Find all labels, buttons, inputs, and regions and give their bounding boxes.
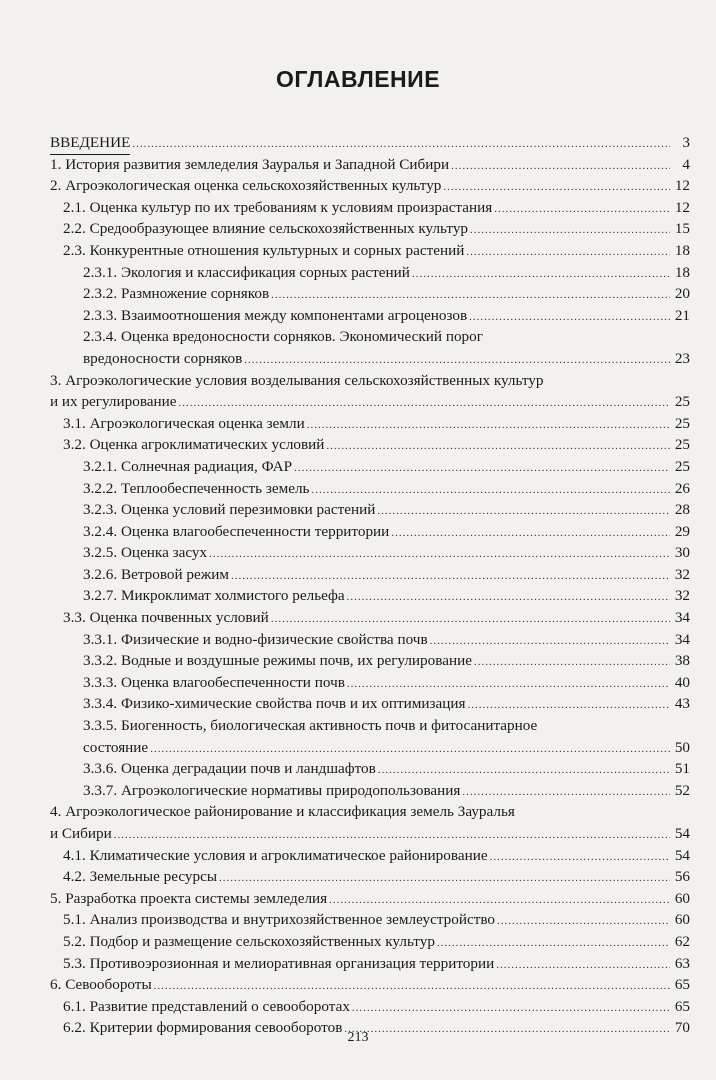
toc-entry-page: 62 — [674, 932, 690, 950]
toc-entry — [50, 413, 690, 435]
toc-leader-dots — [154, 976, 670, 998]
toc-entry-title: 5.2. Подбор и размещение сельскохозяйственных культур — [63, 932, 435, 950]
toc-entry-page: 51 — [674, 760, 690, 778]
toc-entry — [50, 780, 690, 802]
toc-entry — [50, 672, 690, 694]
toc-entry-page: 15 — [674, 220, 690, 238]
toc-leader-dots — [378, 760, 670, 782]
toc-entry — [50, 693, 690, 715]
toc-entry — [50, 326, 690, 369]
toc-leader-dots — [271, 285, 670, 307]
toc-entry — [50, 305, 690, 327]
toc-leader-dots — [466, 242, 670, 264]
toc-entry-title: состояние — [83, 738, 149, 756]
toc-leader-dots — [437, 933, 670, 955]
toc-entry-title: вредоносности сорняков — [83, 349, 243, 367]
toc-entry-title: 3.2. Оценка агроклиматических условий — [63, 436, 325, 454]
toc-entry-page: 18 — [674, 241, 690, 259]
toc-entry-page: 34 — [674, 630, 690, 648]
toc-entry-title: 3.3.2. Водные и воздушные режимы почв, их регулирование — [83, 652, 472, 670]
toc-entry-title: 3.3. Оценка почвенных условий — [63, 609, 269, 627]
toc-leader-dots — [114, 825, 670, 847]
toc-entry — [50, 996, 690, 1018]
toc-entry — [50, 845, 690, 867]
toc-entry-title: 2.3.1. Экология и классификация сорных растений — [83, 263, 410, 281]
toc-entry-page: 32 — [674, 587, 690, 605]
toc-entry-page: 65 — [674, 997, 690, 1015]
toc-leader-dots — [312, 480, 671, 502]
toc-entry-page: 63 — [674, 954, 690, 972]
toc-leader-dots — [474, 652, 670, 674]
toc-entry-title: 6.1. Развитие представлений о севооборотах — [63, 997, 350, 1015]
toc-entry — [50, 521, 690, 543]
toc-leader-dots — [377, 501, 670, 523]
toc-entry — [50, 801, 690, 844]
toc-entry-page: 32 — [674, 565, 690, 583]
toc-entry — [50, 564, 690, 586]
toc-entry-page: 56 — [674, 868, 690, 886]
toc-entry-page: 54 — [674, 825, 690, 842]
toc-entry-page: 20 — [674, 285, 690, 303]
page-title: ОГЛАВЛЕНИЕ — [275, 66, 441, 92]
toc-entry-title: 3.2.1. Солнечная радиация, ФАР — [83, 457, 293, 475]
toc-leader-dots — [391, 523, 670, 545]
toc-leader-dots — [347, 674, 670, 696]
toc-leader-dots — [352, 998, 670, 1020]
toc-entry — [50, 650, 690, 672]
toc-entry-page: 26 — [674, 479, 690, 497]
toc-leader-dots — [462, 782, 670, 804]
toc-entry-page: 25 — [674, 457, 690, 475]
toc-leader-dots — [467, 695, 670, 717]
toc-entry-title: 3.3.4. Физико-химические свойства почв и их оптимизация — [83, 695, 466, 713]
toc-entry-title: 2.3. Конкурентные отношения культурных и сорных растений — [63, 241, 465, 259]
toc-entry-page: 4 — [682, 155, 690, 173]
toc-entry-page: 70 — [674, 1019, 690, 1037]
toc-leader-dots — [209, 544, 670, 566]
toc-entry — [50, 607, 690, 629]
toc-entry-page: 25 — [674, 436, 690, 454]
toc-entry-title: 3.2.5. Оценка засух — [83, 544, 208, 562]
toc-entry-title: 3.2.3. Оценка условий перезимовки растений — [83, 501, 376, 519]
table-of-contents — [50, 132, 690, 1039]
toc-leader-dots — [497, 911, 670, 933]
toc-leader-dots — [347, 587, 670, 609]
toc-leader-dots — [219, 868, 670, 890]
toc-entry-title: 3.3.3. Оценка влагообеспеченности почв — [83, 673, 345, 691]
toc-entry-page: 52 — [674, 781, 690, 799]
toc-entry-title: 3.3.1. Физические и водно-физические свойства почв — [83, 630, 428, 648]
toc-entry-page: 60 — [674, 889, 690, 907]
toc-entry — [50, 175, 690, 197]
toc-entry-page: 65 — [674, 976, 690, 994]
toc-entry-page: 50 — [674, 738, 690, 756]
toc-entry-title-line: 4. Агроэкологическое районирование и классификация земель Зауралья — [50, 803, 515, 821]
toc-entry — [50, 953, 690, 975]
toc-entry — [50, 197, 690, 219]
toc-entry — [50, 715, 690, 758]
toc-entry-page: 25 — [674, 414, 690, 432]
toc-entry-title: 3.2.6. Ветровой режим — [83, 565, 230, 583]
toc-leader-dots — [494, 199, 670, 221]
toc-entry-title: 5.3. Противоэрозионная и мелиоративная организация территории — [63, 954, 495, 972]
toc-entry-title: 3.1. Агроэкологическая оценка земли — [63, 414, 305, 432]
toc-entry — [50, 434, 690, 456]
toc-entry-title: 3.3.7. Агроэкологические нормативы природопользования — [83, 781, 461, 799]
toc-leader-dots — [326, 436, 670, 458]
toc-entry — [50, 909, 690, 931]
toc-leader-dots — [496, 955, 670, 977]
toc-entry-title: 5. Разработка проекта системы земледелия — [50, 889, 328, 907]
toc-entry-title: 3.2.2. Теплообеспеченность земель — [83, 479, 310, 497]
toc-entry-title: 3.3.6. Оценка деградации почв и ландшафтов — [83, 760, 376, 778]
toc-leader-dots — [469, 307, 670, 329]
toc-leader-dots — [329, 890, 670, 912]
toc-leader-dots — [412, 264, 670, 286]
toc-entry — [50, 456, 690, 478]
toc-entry-title: и их регулирование — [50, 393, 177, 411]
toc-leader-dots — [150, 739, 670, 761]
toc-entry-page: 34 — [674, 609, 690, 627]
toc-leader-dots — [451, 156, 670, 178]
toc-entry-title-line: 3. Агроэкологические условия возделывания сельскохозяйственных культур — [50, 371, 544, 389]
toc-entry-page: 60 — [674, 911, 690, 929]
toc-entry-title: 2.1. Оценка культур по их требованиям к условиям произрастания — [63, 198, 493, 216]
toc-entry-title: 2.2. Средообразующее влияние сельскохозяйственных культур — [63, 220, 469, 238]
toc-entry-title: 2.3.3. Взаимоотношения между компонентами агроценозов — [83, 306, 468, 324]
toc-entry — [50, 218, 690, 240]
page-number: 213 — [347, 1030, 369, 1045]
toc-entry — [50, 542, 690, 564]
toc-entry — [50, 585, 690, 607]
toc-entry-title: 2.3.2. Размножение сорняков — [83, 285, 270, 303]
toc-leader-dots — [271, 609, 670, 631]
toc-leader-dots — [244, 350, 670, 372]
toc-entry-page: 12 — [674, 177, 690, 195]
toc-entry — [50, 240, 690, 262]
toc-leader-dots — [443, 177, 670, 199]
toc-entry-title: и Сибири — [50, 825, 112, 842]
toc-entry-page: 18 — [674, 263, 690, 281]
toc-entry-title: 4.2. Земельные ресурсы — [63, 868, 218, 886]
toc-entry-page: 30 — [674, 544, 690, 562]
toc-entry-title: 6.2. Критерии формирования севооборотов — [63, 1019, 343, 1037]
toc-entry — [50, 974, 690, 996]
toc-entry-title: 4.1. Климатические условия и агроклиматическое районирование — [63, 846, 488, 864]
toc-entry-page: 21 — [674, 306, 690, 324]
toc-entry — [50, 154, 690, 176]
toc-entry-page: 12 — [674, 198, 690, 216]
toc-entry-page: 29 — [674, 522, 690, 540]
toc-entry-page: 38 — [674, 652, 690, 670]
toc-entry — [50, 758, 690, 780]
toc-entry-title: 2. Агроэкологическая оценка сельскохозяйственных культур — [50, 177, 442, 195]
toc-entry — [50, 262, 690, 284]
toc-entry-page: 28 — [674, 501, 690, 519]
toc-entry-page: 40 — [674, 673, 690, 691]
toc-entry — [50, 888, 690, 910]
toc-leader-dots — [132, 134, 670, 156]
toc-entry-title-line: 3.3.5. Биогенность, биологическая активность почв и фитосанитарное — [83, 717, 538, 735]
toc-entry-title: 1. История развития земледелия Зауралья и Западной Сибири — [50, 155, 450, 173]
toc-entry-title: 3.2.4. Оценка влагообеспеченности территории — [83, 522, 390, 540]
toc-leader-dots — [294, 458, 670, 480]
toc-entry — [50, 866, 690, 888]
toc-entry-title: ВВЕДЕНИЕ — [50, 132, 130, 155]
toc-entry-page: 43 — [674, 695, 690, 713]
toc-entry — [50, 629, 690, 651]
toc-entry-title: 3.2.7. Микроклимат холмистого рельефа — [83, 587, 345, 605]
toc-entry — [50, 132, 690, 154]
toc-leader-dots — [231, 566, 670, 588]
toc-entry-title-line: 2.3.4. Оценка вредоносности сорняков. Экономический порог — [83, 328, 483, 346]
toc-entry-title: 5.1. Анализ производства и внутрихозяйственное землеустройство — [63, 911, 495, 929]
toc-entry — [50, 370, 690, 413]
toc-entry-page: 54 — [674, 846, 690, 864]
toc-entry — [50, 931, 690, 953]
toc-entry-page: 25 — [674, 393, 690, 411]
toc-entry — [50, 499, 690, 521]
toc-leader-dots — [179, 393, 670, 415]
toc-entry-page: 3 — [682, 134, 690, 151]
toc-entry-page: 23 — [674, 349, 690, 367]
toc-leader-dots — [430, 631, 670, 653]
toc-leader-dots — [307, 415, 670, 437]
toc-entry — [50, 478, 690, 500]
toc-entry-title: 6. Севообороты — [50, 976, 152, 994]
toc-entry — [50, 283, 690, 305]
toc-leader-dots — [490, 847, 670, 869]
toc-leader-dots — [470, 220, 670, 242]
